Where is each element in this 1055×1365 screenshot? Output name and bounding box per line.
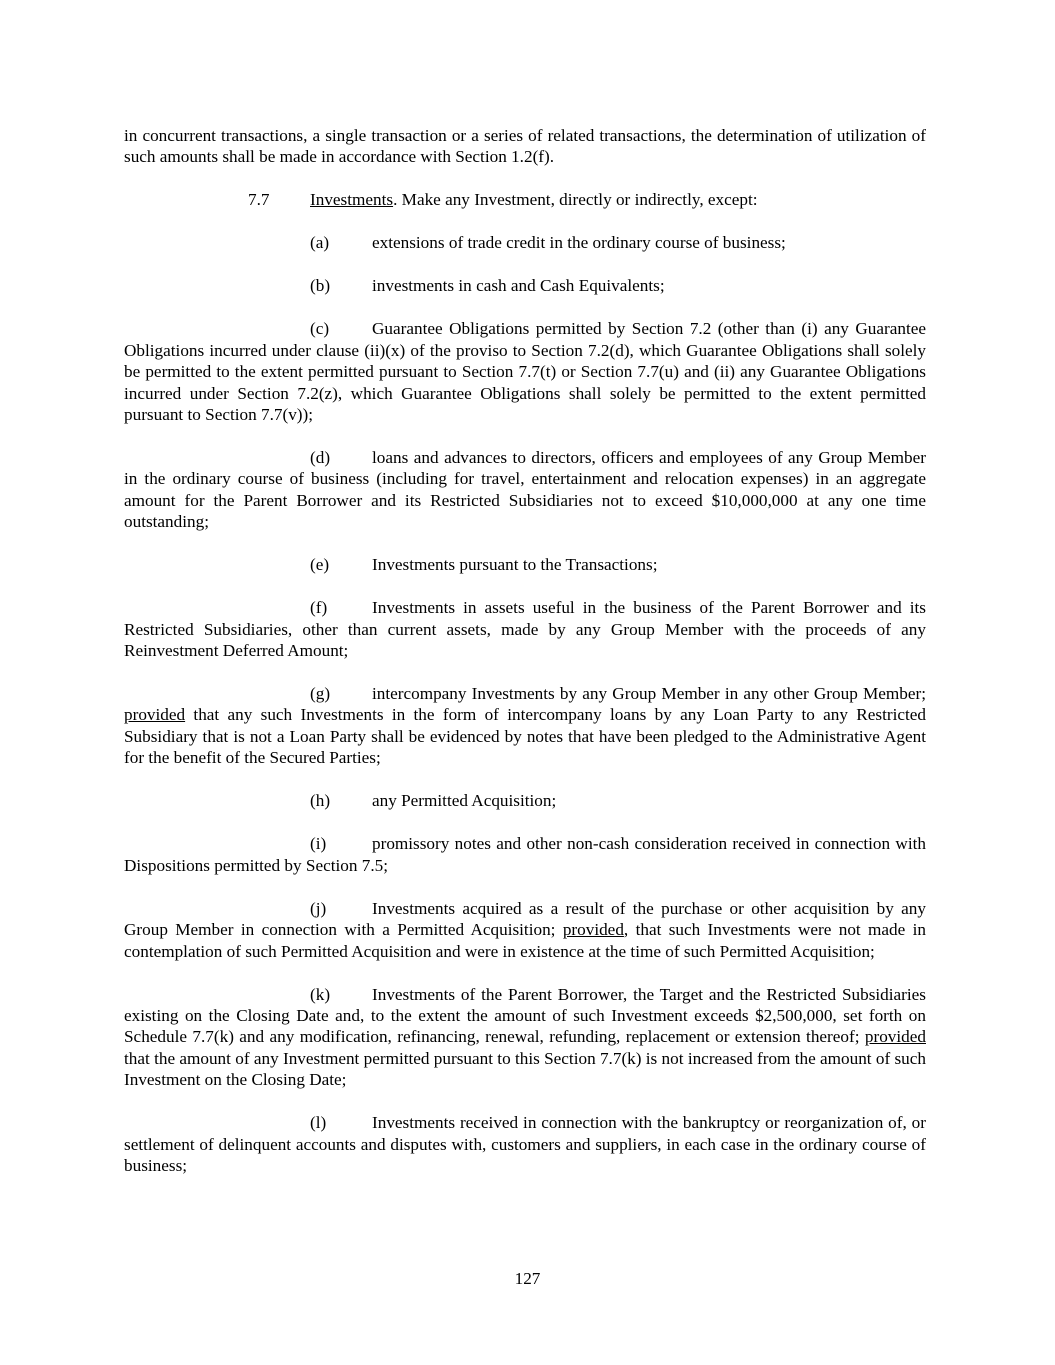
clause-c-text: Guarantee Obligations permitted by Section 7.2 (other than (i) any Guarantee Obligations incurred under clause (ii)(x) of the proviso to Section 7.2(d), which Guarantee Obligations shall solely be permitted to the extent permitted pursuant to Section 7.7(t) or Section 7.7(u) and (ii) any Guarantee Obligations incurred under Section 7.2(z), which Guarantee Obligations shall solely be permitted to the extent permitted pursuant to Section 7.7(v)); xyxy=(124,319,926,425)
clause-b-label: (b) xyxy=(310,276,331,296)
clause-l xyxy=(124,1112,926,1176)
clause-g-proviso: provided xyxy=(124,705,186,725)
page-number: 127 xyxy=(514,1269,541,1288)
document-page xyxy=(124,125,926,1176)
clause-c-label: (c) xyxy=(310,319,330,339)
clause-a-label: (a) xyxy=(310,233,330,253)
clause-h-text: any Permitted Acquisition; xyxy=(372,791,557,811)
clause-i xyxy=(124,833,926,876)
clause-j-label: (j) xyxy=(310,898,327,918)
clause-j-text-after: , that such Investments were not made in contemplation of such Permitted Acquisition and were in existence at the time of such Permitted Acquisition; xyxy=(124,920,926,961)
clause-g-label: (g) xyxy=(310,684,331,704)
clause-d xyxy=(124,447,926,533)
clause-k xyxy=(124,984,926,1091)
clause-k-text-after: that the amount of any Investment permitted pursuant to this Section 7.7(k) is not increased from the amount of such Investment on the Closing Date; xyxy=(124,1048,926,1090)
clause-e xyxy=(124,554,926,575)
section-lead-text: . Make any Investment, directly or indirectly, except: xyxy=(393,190,758,210)
clause-l-label: (l) xyxy=(310,1113,327,1133)
clause-h-label: (h) xyxy=(310,791,331,811)
clause-g xyxy=(124,683,926,769)
clause-e-label: (e) xyxy=(310,555,330,575)
clause-b-text: investments in cash and Cash Equivalents; xyxy=(372,276,665,296)
clause-j-text-before: Investments acquired as a result of the purchase or other acquisition by any Group Member in connection with a Permitted Acquisition; xyxy=(124,898,926,940)
clause-i-text: promissory notes and other non-cash consideration received in connection with Dispositions permitted by Section 7.5; xyxy=(124,834,926,875)
clause-i-label: (i) xyxy=(310,834,327,854)
clause-k-text-before: Investments of the Parent Borrower, the Target and the Restricted Subsidiaries existing on the Closing Date and, to the extent the amount of such Investment exceeds $2,500,000, set forth on Schedule 7.7(k) and any modification, refinancing, renewal, refunding, replacement or extension thereof; xyxy=(124,984,926,1047)
clause-a-text: extensions of trade credit in the ordinary course of business; xyxy=(372,233,786,253)
clause-f xyxy=(124,597,926,661)
intro-paragraph: in concurrent transactions, a single transaction or a series of related transactions, the determination of utilization of such amounts shall be made in accordance with Section 1.2(f). xyxy=(124,126,926,167)
clause-k-proviso: provided xyxy=(864,1027,926,1047)
clause-d-label: (d) xyxy=(310,448,331,468)
clause-c xyxy=(124,318,926,425)
clause-d-text: loans and advances to directors, officers and employees of any Group Member in the ordinary course of business (including for travel, entertainment and relocation expenses) in an aggregate amount for the Parent Borrower and its Restricted Subsidiaries not to exceed $10,000,000 at any one time outstanding; xyxy=(124,448,926,532)
section-title: Investments xyxy=(310,190,394,210)
clause-e-text: Investments pursuant to the Transactions; xyxy=(372,555,658,575)
clause-g-text-before: intercompany Investments by any Group Member in any other Group Member; xyxy=(372,684,926,704)
clause-f-label: (f) xyxy=(310,598,328,618)
clause-f-text: Investments in assets useful in the business of the Parent Borrower and its Restricted Subsidiaries, other than current assets, made by any Group Member with the proceeds of any Reinvestment Deferred Amount; xyxy=(124,598,926,661)
section-number: 7.7 xyxy=(248,190,270,210)
clause-h xyxy=(124,790,926,811)
clause-l-text: Investments received in connection with the bankruptcy or reorganization of, or settlement of delinquent accounts and disputes with, customers and suppliers, in each case in the ordinary course of business; xyxy=(124,1113,926,1175)
clause-a xyxy=(124,232,926,253)
clause-g-text-after: that any such Investments in the form of intercompany loans by any Loan Party to any Restricted Subsidiary that is not a Loan Party shall be evidenced by notes that have been pledged to the Administrative Agent for the benefit of the Secured Parties; xyxy=(124,705,926,768)
section-heading xyxy=(124,189,926,210)
clause-b xyxy=(124,275,926,296)
clause-j xyxy=(124,898,926,962)
clause-k-label: (k) xyxy=(310,984,331,1004)
clause-j-proviso: provided xyxy=(562,920,624,940)
